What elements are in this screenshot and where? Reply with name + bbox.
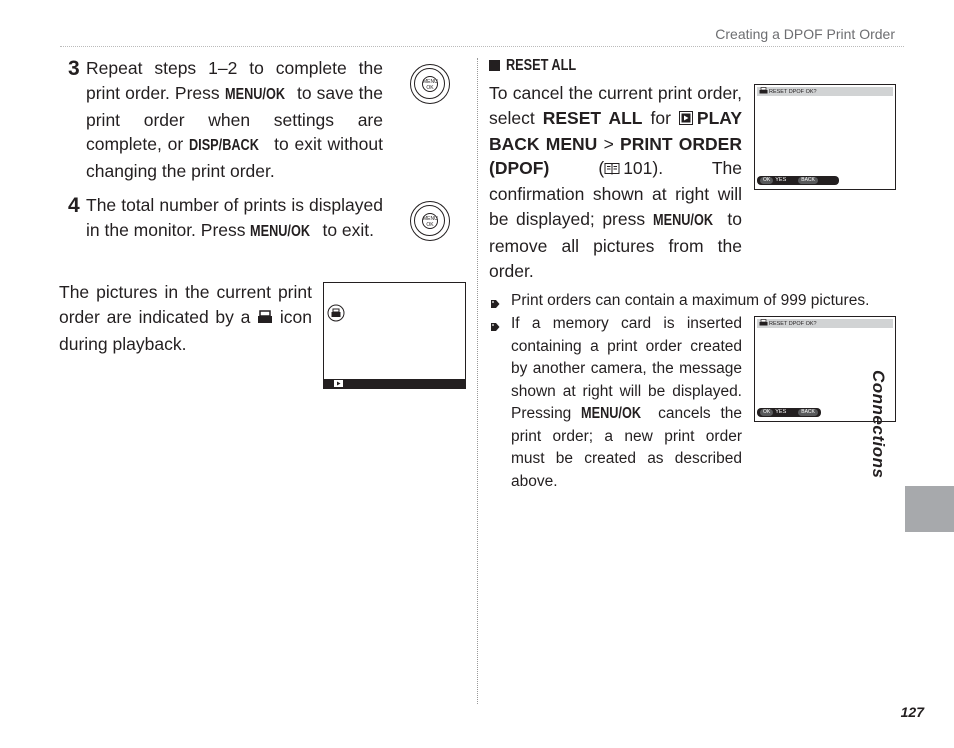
no-option: NO [757,417,766,423]
note-max-pictures: Print orders can contain a maximum of 999 pictures. [511,292,870,309]
screen-button-bar [757,176,839,191]
screen-title-bar [757,87,893,96]
reset-all-text-2: for [642,107,679,128]
step-4-text-2: to exit. [317,219,375,240]
back-key-icon: BACK [798,177,818,184]
print-order-icon [759,87,768,98]
column-divider [477,58,478,704]
reset-all-text-3: > [597,133,621,154]
cancel-option: CANCEL [757,185,780,191]
menu-ok-key: MENU/OK [250,222,311,240]
note-other-camera [511,313,742,493]
playback-screen [323,282,466,389]
dpad-menu-ok-icon [410,201,450,241]
step-3-number: 3 [68,57,79,80]
disp-back-key: DISP/BACK [189,137,259,155]
step-4-text-1: The total number of prints is displayed in the monitor. Press [86,195,383,240]
playback-note [59,280,312,356]
step-3-text-2: to save the print order when settings are complete, or [86,82,383,155]
playback-note-text-1: The pictures in the current print order are indicated by a [59,282,312,327]
note-icon [490,296,499,305]
menu-ok-center-icon: MENU OK [422,213,438,229]
section-tab-label: Connections [869,370,888,479]
reset-all-text-5: ). The confirmation shown at right will be displayed; press [489,158,742,229]
note-icon [490,319,499,328]
screen-button-bar [757,408,821,423]
dpad-menu-ok-icon [410,64,450,104]
screen-title-bar [757,319,893,328]
section-tab [905,486,954,532]
step-4-text [86,193,383,245]
back-key-icon: BACK [798,409,818,416]
bullet-square-icon [489,60,500,71]
playback-note-text-2: icon during playback. [59,306,312,354]
step-3-text-3: to exit without changing the print order. [86,134,383,182]
reset-all-text-1: To cancel the current print order, select [489,83,742,128]
reset-confirm-screen [754,84,896,190]
reset-all-text [489,81,742,283]
book-ref-icon [604,157,620,182]
print-order-icon [257,307,273,332]
yes-option: YES [775,177,787,183]
page-reference: 101 [623,158,653,179]
header-rule [60,46,904,47]
menu-ok-key: MENU/OK [224,85,285,103]
menu-ok-key: MENU/OK [652,211,713,229]
print-order-indicator-icon [327,304,345,327]
note-other-camera-text-2: cancels the print order; a new print order must be created as described above. [511,405,742,490]
print-order-icon [759,319,768,330]
reset-all-text-4: ( [549,158,605,179]
playback-mode-icon [334,380,343,390]
screen-prompt: RESET DPOF OK? [769,89,817,95]
step-3-text-1: Repeat steps 1–2 to complete the print order. Press [86,58,383,103]
running-header: Creating a DPOF Print Order [715,26,895,42]
reset-all-keyword: RESET ALL [542,107,643,128]
ok-key-icon: OK [760,409,773,416]
step-3-text [86,56,383,184]
ok-key-icon: OK [760,177,773,184]
page-number: 127 [900,704,924,720]
menu-ok-center-icon: MENU OK [422,76,438,92]
playback-menu-keyword: PLAY BACK MENU [489,107,742,154]
reset-all-heading [489,57,586,75]
reset-all-text-6: to remove all pictures from the order. [489,208,742,281]
reset-all-heading-label: RESET ALL [506,57,577,74]
step-4-number: 4 [68,194,79,217]
yes-option: YES [775,409,787,415]
screen-prompt: RESET DPOF OK? [769,321,817,327]
note-other-camera-text-1: If a memory card is inserted containing a print order created by another camera, the message shown at right will be displayed. Pressing [511,315,742,422]
menu-ok-key: MENU/OK [581,405,642,422]
playback-status-bar [324,379,465,388]
playback-menu-icon [679,107,693,132]
print-order-keyword: PRINT ORDER (DPOF) [489,133,742,179]
